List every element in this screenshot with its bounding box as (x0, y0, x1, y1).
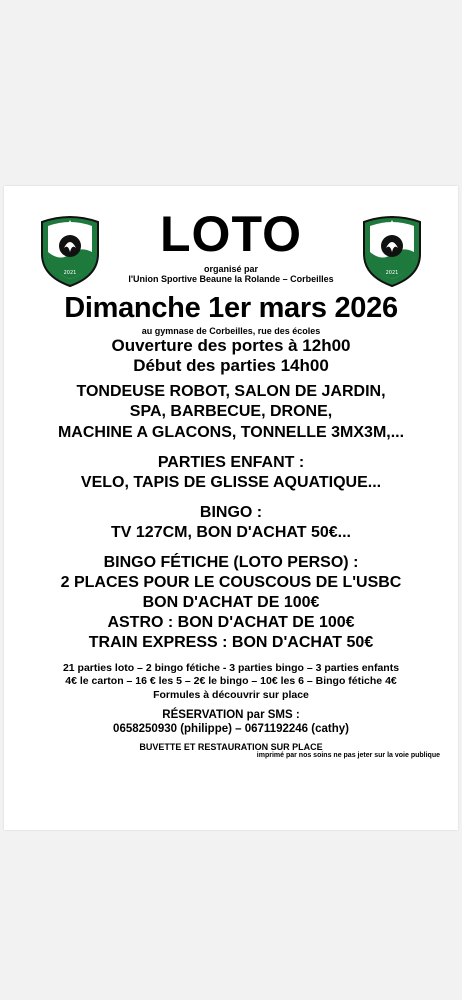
organiser-line-2: l'Union Sportive Beaune la Rolande – Corbeilles (128, 274, 334, 284)
svg-text:2021: 2021 (63, 270, 77, 276)
fetiche-prize-1: 2 PLACES POUR LE COUSCOUS DE L'USBC (60, 574, 402, 591)
prize-line-3: MACHINE A GLACONS, TONNELLE 3MX3M,... (57, 424, 405, 441)
astro-prize: ASTRO : BON D'ACHAT DE 100€ (107, 614, 355, 631)
kids-prizes: VELO, TAPIS DE GLISSE AQUATIQUE... (80, 474, 382, 491)
bingo-title: BINGO : (199, 504, 263, 521)
prices: 4€ le carton – 16 € les 5 – 2€ le bingo – 10€ les 6 – Bingo fétiche 4€ (65, 675, 397, 687)
fetiche-prize-2: BON D'ACHAT DE 100€ (142, 594, 320, 611)
kids-title: PARTIES ENFANT : (157, 454, 305, 471)
buvette-info: BUVETTE ET RESTAURATION SUR PLACE (139, 742, 323, 752)
event-venue: au gymnase de Corbeilles, rue des écoles (141, 326, 321, 336)
bingo-prizes: TV 127CM, BON D'ACHAT 50€... (111, 524, 351, 541)
organiser-line-1: organisé par (203, 264, 259, 274)
formulas: Formules à découvrir sur place (153, 689, 309, 701)
start-time: Début des parties 14h00 (133, 356, 329, 375)
parties-count: 21 parties loto – 2 bingo fétiche - 3 parties bingo – 3 parties enfants (62, 662, 400, 674)
reservation-title: RÉSERVATION par SMS : (162, 709, 300, 721)
reservation-phones: 0658250930 (philippe) – 0671192246 (cathy) (113, 723, 349, 735)
loto-poster (4, 186, 458, 830)
fetiche-title: BINGO FÉTICHE (LOTO PERSO) : (103, 554, 359, 571)
train-express-prize: TRAIN EXPRESS : BON D'ACHAT 50€ (88, 634, 374, 651)
doors-opening: Ouverture des portes à 12h00 (111, 336, 351, 355)
svg-text:2021: 2021 (385, 270, 399, 276)
poster-title: LOTO (160, 206, 302, 262)
event-date: Dimanche 1er mars 2026 (64, 292, 398, 324)
prize-line-2: SPA, BARBECUE, DRONE, (129, 403, 333, 420)
prize-line-1: TONDEUSE ROBOT, SALON DE JARDIN, (76, 383, 386, 400)
printed-notice: imprimé par nos soins ne pas jeter sur la voie publique (256, 752, 440, 759)
